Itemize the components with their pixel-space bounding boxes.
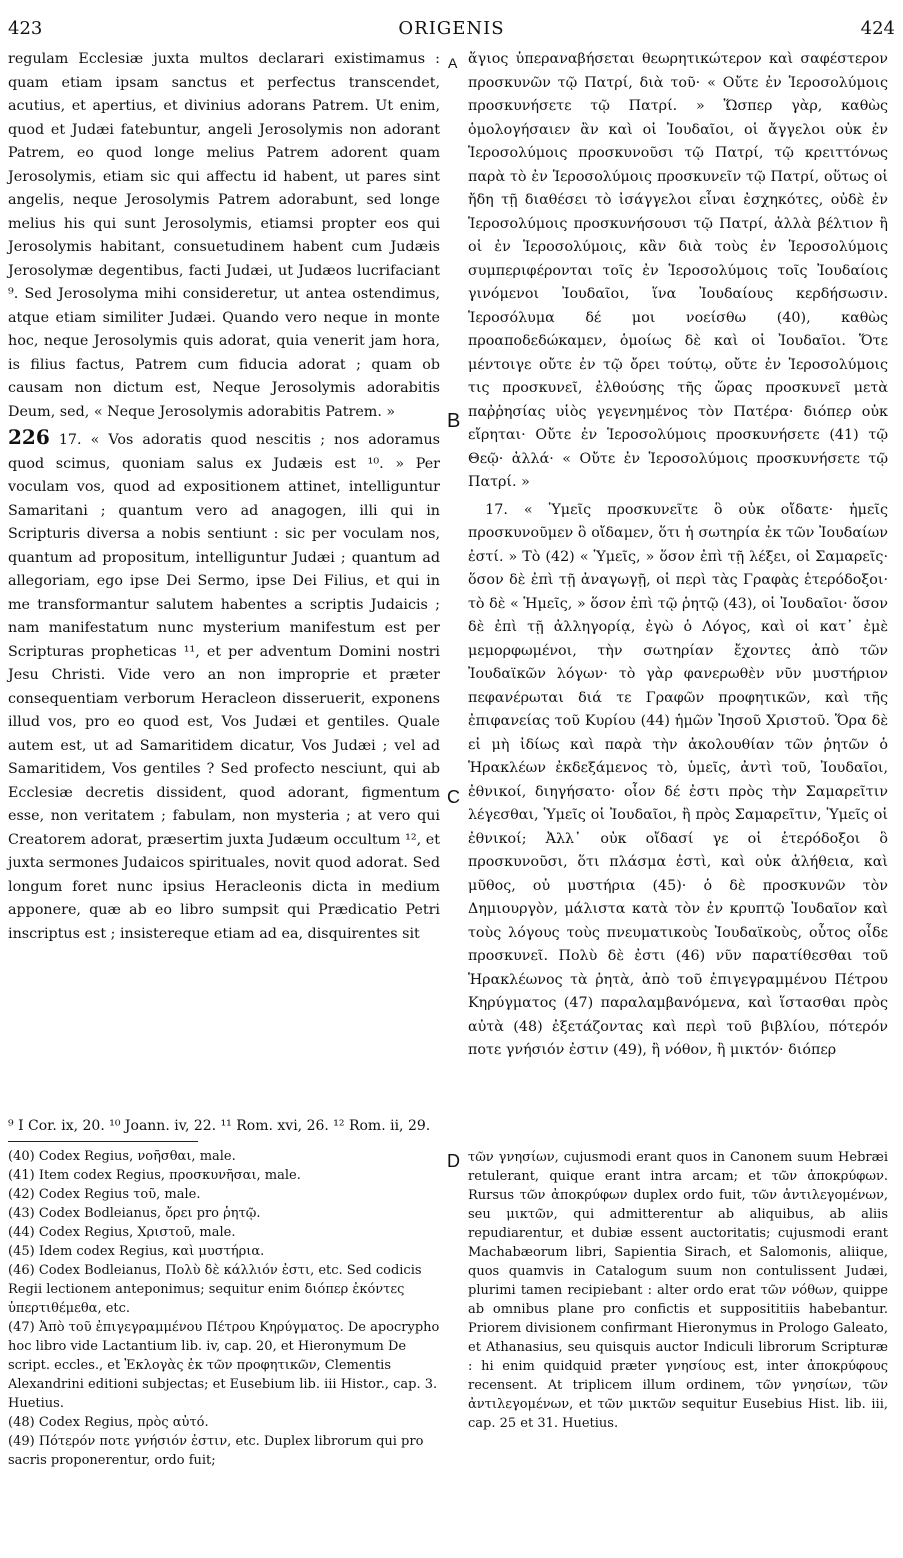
footnote: (42) Codex Regius τοῦ, male. (8, 1187, 201, 1202)
footnote: (40) Codex Regius, νοῆσθαι, male. (8, 1149, 236, 1164)
footnote: (43) Codex Bodleianus, ὄρει pro ῥητῷ. (8, 1206, 261, 1221)
footnotes-left (8, 1147, 440, 1470)
page-header (0, 18, 903, 46)
footnote: (46) Codex Bodleianus, Πολὺ δὲ κάλλιόν ἐστι, etc. Sed codicis Regii lectionem anteponimus; sequitur enim διόπερ ἐκόντες ὑπερτιθέμεθα, etc. (8, 1263, 422, 1316)
page-number-left: 423 (8, 18, 43, 39)
footnotes-right: τῶν γνησίων, cujusmodi erant quos in Canonem suum Hebræi retulerant, quique erant intra arcam; et τῶν ἀποκρύφων. Rursus τῶν ἀποκρύφων duplex ordo fuit, τῶν ἀντιλεγομένων, seu μικτῶν, qui admitterentur ab aliquibus, ab aliis repudiarentur, et dubiæ essent auctoritatis; cujusmodi erant Machabæorum libri, Sapientia Sirach, et Salomonis, aliique, quos quamvis in Catalogum suum non contulissent Judæi, plurimi tamen recipiebant : alter ordo erat τῶν νόθων, quippe ab omnibus plane pro confictis et supposititiis habebantur. Priorem divisionem confirmant Hieronymus in Prologo Galeato, et Athanasius, seu quisquis auctor Indiculi librorum Scripturæ : hi enim quidquid præter γνησίους est, inter ἀποκρύφους recensent. At triplicem illum ordinem, τῶν γνησίων, τῶν ἀντιλεγομένων, et τῶν μικτῶν sequitur Eusebius Hist. lib. iii, cap. 25 et 31. Huetius. (468, 1150, 888, 1431)
footnote-rule (8, 1141, 198, 1142)
margin-marker-c: C (447, 787, 460, 807)
margin-marker-b: B (447, 410, 461, 432)
footnote: (41) Item codex Regius, προσκυνῆσαι, male. (8, 1168, 301, 1183)
footnote: (47) Ἀπὸ τοῦ ἐπιγεγραμμένου Πέτρου Κηρύγματος. De apocrypho hoc libro vide Lactantium lib. iv, cap. 20, et Hieronymum De script. eccles., et Ἐκλογὰς ἐκ τῶν προφητικῶν, Clementis Alexandrini editioni subjectas; et Eusebium lib. iii Histor., cap. 3. Huetius. (8, 1320, 440, 1411)
scripture-references: ⁹ I Cor. ix, 20. ¹⁰ Joann. iv, 22. ¹¹ Rom. xvi, 26. ¹² Rom. ii, 29. (8, 1118, 431, 1134)
greek-paragraph-1: ἅγιος ὑπεραναβήσεται θεωρητικώτερον καὶ σαφέστερον προσκυνῶν τῷ Πατρί, διὰ τοῦ· « Οὔτε ἐν Ἱεροσολύμοις προσκυνήσετε τῷ Πατρί. » Ὥσπερ γὰρ, καθὼς ὁμολογήσαιεν ἂν καὶ οἱ Ἰουδαῖοι, οἱ ἄγγελοι οὐκ ἐν Ἱεροσολύμοις προσκυνοῦσι τῷ Πατρί, τῷ κρειττόνως παρὰ τὸ ἐν Ἱεροσολύμοις προσκυνεῖν τῷ Πατρί, οὕτως οἱ ἤδη τῇ διαθέσει τὸ ἰσάγγελοι εἶναι ἐσχηκότες, οὐδὲ ἐν Ἱεροσολύμοις προσκυνήσουσι τῷ Πατρί, ἀλλὰ βέλτιον ἢ οἱ ἐν Ἱεροσολύμοις, κἂν διὰ τοὺς ἐν Ἱεροσολύμοις συμπεριφέρονται τοῖς ἐν Ἱεροσολύμοις τοῖς Ἰουδαίοις γινόμενοι Ἰουδαῖοι, ἵνα Ἰουδαίους κερδήσωσιν. Ἱεροσόλυμα δέ μοι νοείσθω (40), καθὼς προαποδεδώκαμεν, ὁμοίως δὲ καὶ οἱ Ἰουδαῖοι. Ὅτε μέντοιγε οὔτε ἐν τῷ ὄρει τούτῳ, οὔτε ἐν Ἱεροσολύμοις τις προσκυνεῖ, ἐλθούσης τῆς ὥρας προσκυνεῖ μετὰ παῤῥησίας υἱὸς γεγενημένος τὸν Πατέρα· διόπερ οὐκ εἴρηται· Οὔτε ἐν Ἱεροσολύμοις προσκυνήσετε (41) τῷ Θεῷ· ἀλλά· « Οὔτε ἐν Ἱεροσολύμοις προσκυνήσετε τῷ Πατρί. » (468, 51, 888, 490)
greek-column (468, 48, 888, 1063)
latin-column (8, 48, 440, 946)
margin-marker-a: A (448, 55, 458, 71)
greek-paragraph-2: 17. « Ὑμεῖς προσκυνεῖτε ὃ οὐκ οἴδατε· ἡμεῖς προσκυνοῦμεν ὃ οἴδαμεν, ὅτι ἡ σωτηρία ἐκ τῶν Ἰουδαίων ἐστί. » Τὸ (42) « Ὑμεῖς, » ὅσον ἐπὶ τῇ λέξει, οἱ Σαμαρεῖς· ὅσον δὲ ἐπὶ τῇ ἀναγωγῇ, οἱ περὶ τὰς Γραφὰς ἑτερόδοξοι· τὸ δὲ « Ἡμεῖς, » ὅσον ἐπὶ τῷ ῥητῷ (43), οἱ Ἰουδαῖοι· ὅσον δὲ ἐπὶ τῇ ἀλληγορίᾳ, ἐγὼ ὁ Λόγος, καὶ οἱ κατ᾿ ἐμὲ μεμορφωμένοι, τὴν σωτηρίαν ἔχοντες ἀπὸ τῶν Ἰουδαϊκῶν λόγων· τὸ γὰρ φανερωθὲν νῦν μυστήριον πεφανέρωται διά τε Γραφῶν προφητικῶν, καὶ τῆς ἐπιφανείας τοῦ Κυρίου (44) ἡμῶν Ἰησοῦ Χριστοῦ. Ὅρα δὲ εἰ μὴ ἰδίως καὶ παρὰ τὴν ἀκολουθίαν τῶν ῥητῶν ὁ Ἡρακλέων ἐκδεξάμενος τὸ, ὑμεῖς, ἀντὶ τοῦ, Ἰουδαῖοι, ἐθνικοί, διηγήσατο· οἷον δέ ἐστι πρὸς τὴν Σαμαρεῖτιν λέγεσθαι, Ὑμεῖς οἱ Ἰουδαῖοι, ἢ πρὸς Σαμαρεῖτιν, Ὑμεῖς οἱ ἐθνικοί; Ἀλλ᾿ οὐκ οἴδασί γε οἱ ἑτερόδοξοι ὃ προσκυνοῦσι, ὅτι πλάσμα ἐστὶ, καὶ οὐκ ἀλήθεια, καὶ μῦθος, οὐ μυστήρια (45)· ὁ δὲ προσκυνῶν τὸν Δημιουργὸν, μάλιστα κατὰ τὸν ἐν κρυπτῷ Ἰουδαῖον καὶ τοὺς λόγους τοὺς πνευματικοὺς Ἰουδαϊκοὺς, οὗτος οἶδε προσκυνεῖ. Πολὺ δὲ ἐστι (46) νῦν παρατίθεσθαι τοῦ Ἡρακλέωνος τὰ ῥητὰ, ἀπὸ τοῦ ἐπιγεγραμμένου Πέτρου Κηρύγματος (47) παραλαμβανόμενα, καὶ ἵστασθαι πρὸς αὐτὰ (48) ἐξετάζοντας καὶ περὶ τοῦ βιβλίου, πότερόν ποτε γνήσιόν ἐστιν (49), ἢ νόθον, ἢ μικτόν· διόπερ (468, 501, 888, 1058)
running-title: ORIGENIS (398, 18, 505, 39)
footnote: (45) Idem codex Regius, καὶ μυστήρια. (8, 1244, 265, 1259)
latin-paragraph-2: 17. « Vos adoratis quod nescitis ; nos adoramus quod scimus, quoniam salus ex Judæis est ¹⁰. » Per voculam vos, quod ad expositionem attinet, intelliguntur Samaritani ; quantum vero ad anagogen, illi qui in Scripturis diversa a nobis sentiunt : sic per voculam nos, quantum ad propositum, intelliguntur Judæi ; quantum ad allegoriam, ego ipse Dei Sermo, ipse Dei Filius, et qui in me transformantur salutem habentes a scriptis Judaicis ; nam manifestatum nunc mysterium manifestum est per Scripturas propheticas ¹¹, et per adventum Domini nostri Jesu Christi. Vide vero an non improprie et præter consequentiam verborum Heracleon disseruerit, exponens illud vos, pro eo quod est, Vos Judæi et gentiles. Quale autem est, ut ad Samaritidem dicatur, Vos Judæi ; vel ad Samaritidem, Vos gentiles ? Sed profecto nesciunt, qui ab Ecclesiæ decretis dissident, quod adorant, figmentum esse, non veritatem ; fabulam, non mysteria ; at vero qui Creatorem adorat, præsertim juxta Judæum occultum ¹², et juxta sermones Judaicos spirituales, novit quod adorat. Sed longum foret nunc ipsius Heracleonis dicta in medium apponere, quæ ab eo libro sumpsit qui Prædicatio Petri inscriptus est ; insistereque etiam ad ea, disquirentes sit (8, 432, 441, 942)
footnote: (48) Codex Regius, πρὸς αὐτό. (8, 1415, 209, 1430)
page-number-right: 424 (860, 18, 895, 39)
footnote: (49) Πότερόν ποτε γνήσιόν ἐστιν, etc. Duplex librorum qui pro sacris proponerentur, ordo fuit; (8, 1434, 424, 1468)
latin-paragraph-1: regulam Ecclesiæ juxta multos declarari existimamus : quam etiam ipsam sanctus et perfectus transcendet, acutius, et apertius, et divinius adorans Patrem. Ut enim, quod et Judæi fatebuntur, angeli Jerosolymis non adorant Patrem, eo quod longe melius Patrem adorent quam Jerosolymis, etiam sic qui affectu id habent, ut pares sint angelis, neque Jerosolymis Patrem adorabunt, sed longe melius his qui sunt Jerosolymis, etiamsi propter eos qui Jerosolymis habitant, consuetudinem habent cum Judæis Jerosolymæ degentibus, facti Judæi, ut Judæos lucrifaciant ⁹. Sed Jerosolyma mihi consideretur, ut antea ostendimus, atque etiam similiter Judæi. Quando vero neque in monte hoc, neque Jerosolymis quis adorat, quia venerit jam hora, is filius factus, Patrem cum fiducia adorat ; quam ob causam non dictum est, Neque Jerosolymis adorabitis Deum, sed, « Neque Jerosolymis adorabitis Patrem. » (8, 51, 440, 420)
section-number: 226 (8, 425, 50, 449)
footnote: (44) Codex Regius, Χριστοῦ, male. (8, 1225, 236, 1240)
margin-marker-d: D (447, 1151, 460, 1171)
